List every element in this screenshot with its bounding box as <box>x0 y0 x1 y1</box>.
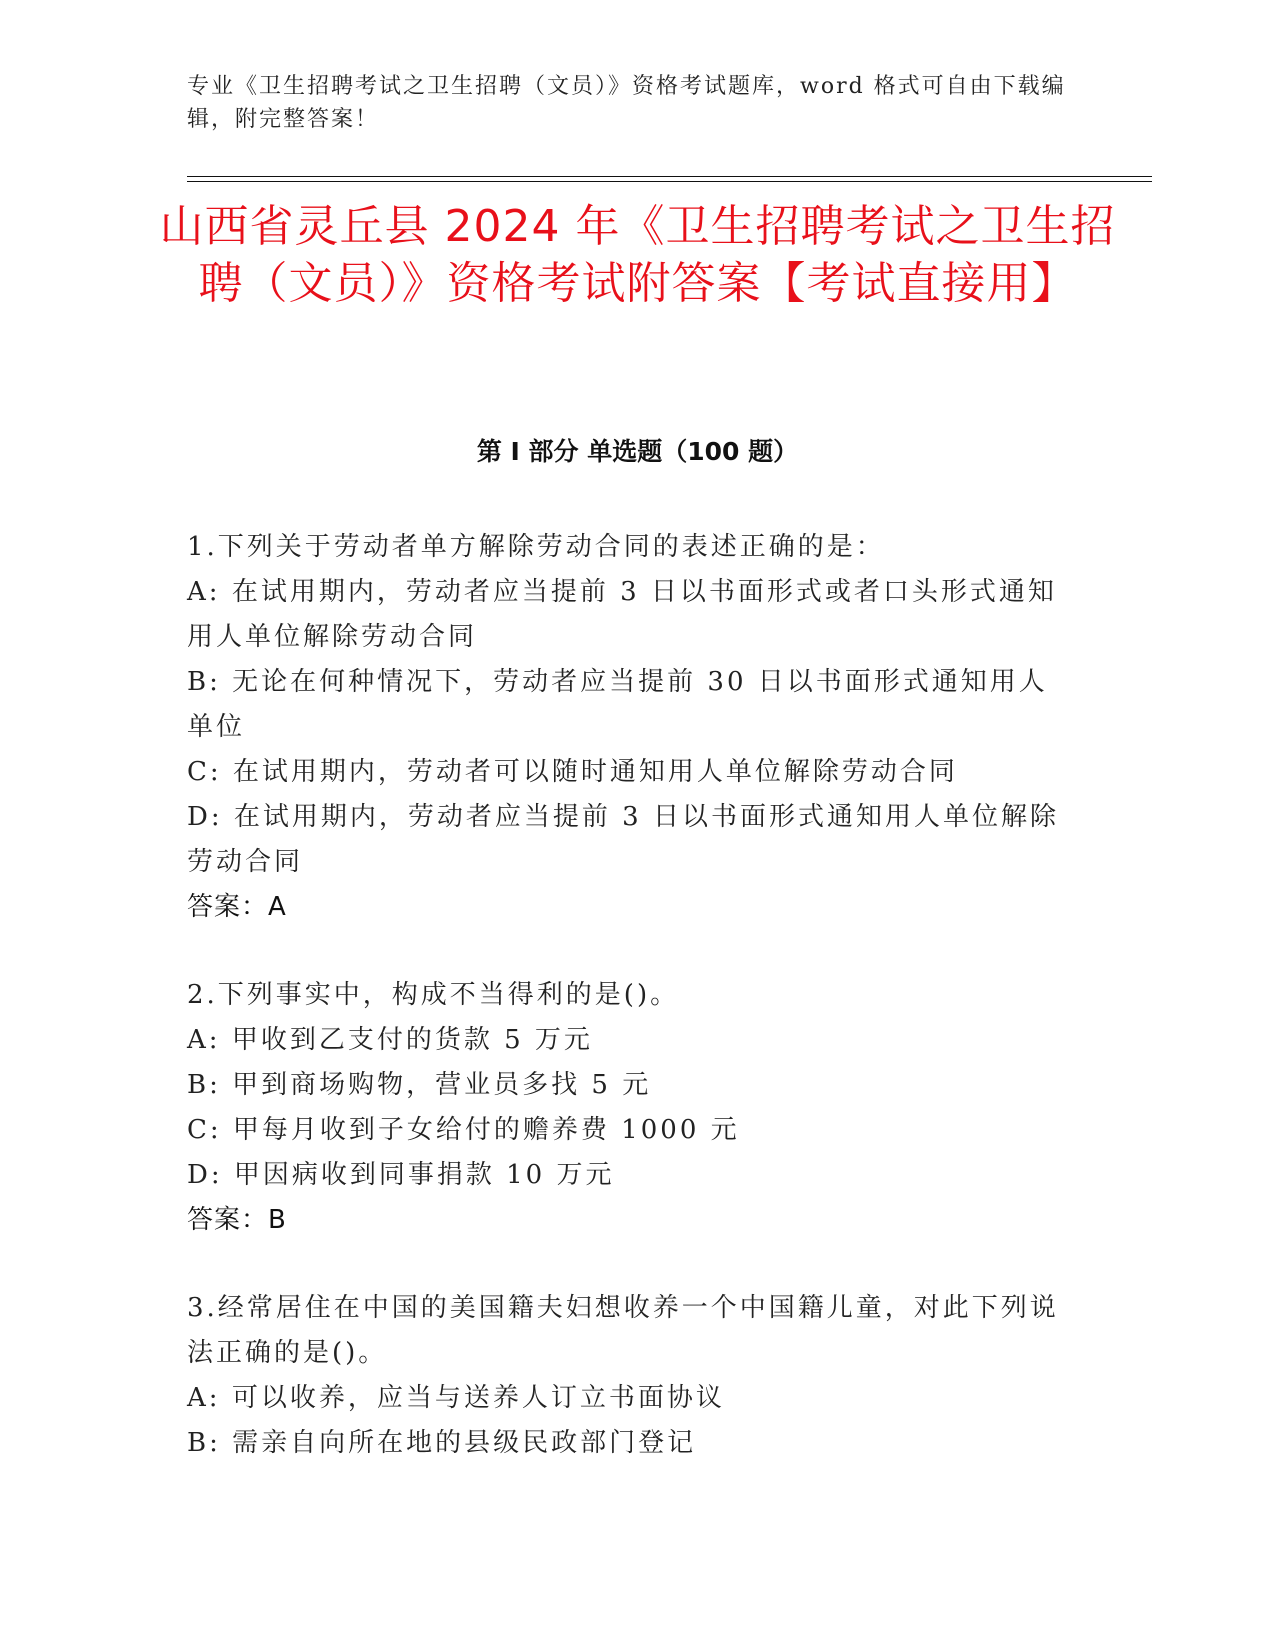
option-label: D: <box>187 802 223 832</box>
option-a <box>187 570 1067 660</box>
option-text: 甲收到乙支付的货款 5 万元 <box>231 1025 593 1055</box>
option-text: 在试用期内，劳动者可以随时通知用人单位解除劳动合同 <box>232 757 958 787</box>
answer-key: 答案：B <box>187 1205 287 1235</box>
option-label: C: <box>187 757 222 787</box>
option-label: B: <box>187 1070 221 1100</box>
option-text: 甲到商场购物，营业员多找 5 元 <box>232 1070 652 1100</box>
header-divider-bottom <box>187 181 1152 182</box>
question-3 <box>187 1286 1067 1466</box>
option-b <box>187 1421 1067 1466</box>
option-b <box>187 1063 1067 1108</box>
question-2 <box>187 973 1067 1243</box>
header-divider-top <box>187 176 1152 177</box>
option-b <box>187 660 1067 750</box>
option-c <box>187 1108 1067 1153</box>
answer-key: 答案：A <box>187 892 287 922</box>
option-text: 甲因病收到同事捐款 10 万元 <box>233 1160 615 1190</box>
option-text: 在试用期内，劳动者应当提前 3 日以书面形式或者口头形式通知用人单位解除劳动合同 <box>187 577 1057 652</box>
option-label: D: <box>187 1160 223 1190</box>
option-d <box>187 795 1067 885</box>
question-stem: 1.下列关于劳动者单方解除劳动合同的表述正确的是： <box>187 532 885 562</box>
option-label: A: <box>187 577 221 607</box>
option-label: B: <box>187 1428 221 1458</box>
question-stem: 2.下列事实中，构成不当得利的是()。 <box>187 980 680 1010</box>
option-label: A: <box>187 1383 221 1413</box>
option-label: C: <box>187 1115 222 1145</box>
option-text: 甲每月收到子女给付的赡养费 1000 元 <box>232 1115 740 1145</box>
header-note: 专业《卫生招聘考试之卫生招聘（文员）》资格考试题库，word 格式可自由下载编辑，附完整答案！ <box>187 74 1066 132</box>
option-text: 可以收养，应当与送养人订立书面协议 <box>231 1383 725 1413</box>
question-stem: 3.经常居住在中国的美国籍夫妇想收养一个中国籍儿童，对此下列说法正确的是()。 <box>187 1293 1059 1368</box>
option-text: 无论在何种情况下，劳动者应当提前 30 日以书面形式通知用人单位 <box>187 667 1048 742</box>
option-a <box>187 1018 1067 1063</box>
option-label: B: <box>187 667 221 697</box>
document-title: 山西省灵丘县 2024 年《卫生招聘考试之卫生招聘（文员）》资格考试附答案【考试直接用】 <box>159 201 1116 309</box>
question-1 <box>187 525 1067 930</box>
option-d <box>187 1153 1067 1198</box>
option-c <box>187 750 1067 795</box>
option-a <box>187 1376 1067 1421</box>
question-list <box>187 525 1067 1509</box>
option-text: 需亲自向所在地的县级民政部门登记 <box>232 1428 697 1458</box>
section-title: 第 I 部分 单选题（100 题） <box>476 437 799 466</box>
option-label: A: <box>187 1025 221 1055</box>
option-text: 在试用期内，劳动者应当提前 3 日以书面形式通知用人单位解除劳动合同 <box>187 802 1059 877</box>
